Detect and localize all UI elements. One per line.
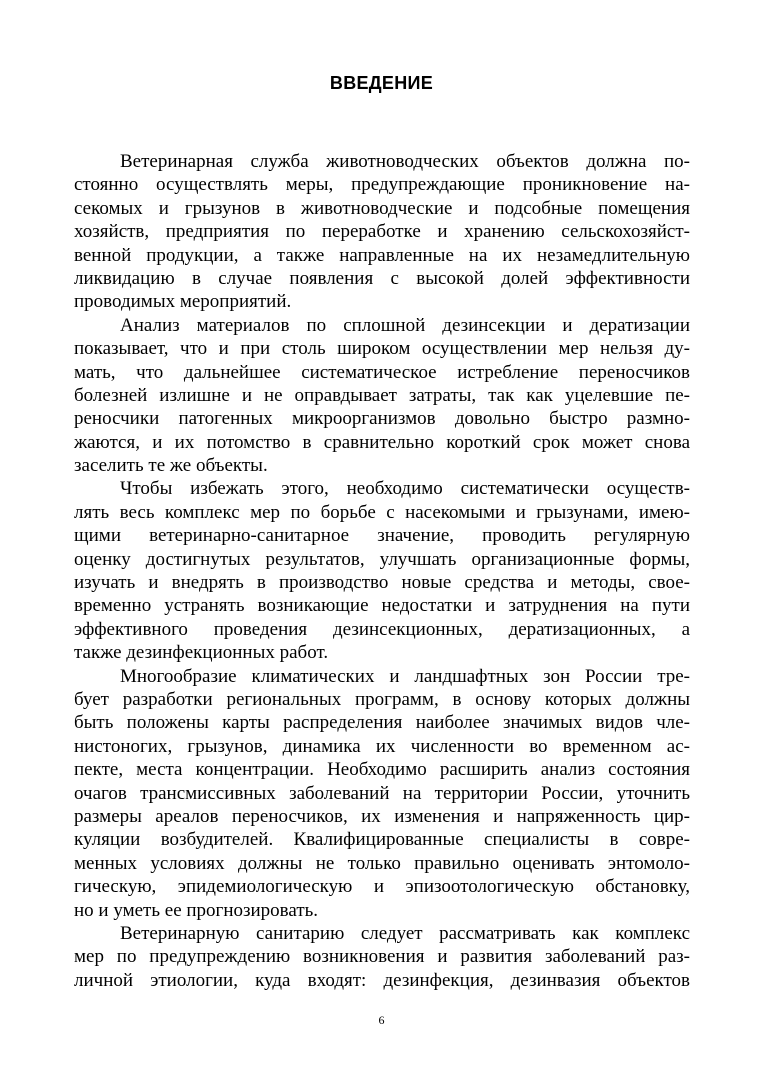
text-line: пекте, места концентрации. Необходимо расширить анализ состояния	[74, 759, 690, 781]
text-line: секомых и грызунов в животноводческие и подсобные помещения	[74, 197, 690, 219]
paragraph-1	[74, 150, 690, 314]
text-line: Ветеринарную санитарию следует рассматривать как комплекс	[120, 922, 690, 944]
text-line: нистоногих, грызунов, динамика их численности во временном ас-	[74, 735, 690, 757]
text-line: Ветеринарная служба животноводческих объектов должна по-	[120, 151, 690, 172]
text-line: проводимых мероприятий.	[74, 291, 292, 313]
paragraph-2	[74, 314, 690, 478]
text-line: болезней излишне и не оправдывает затраты, так как уцелевшие пе-	[74, 384, 690, 406]
text-line: хозяйств, предприятия по переработке и хранению сельскохозяйст-	[74, 221, 690, 243]
text-line: быть положены карты распределения наиболее значимых видов чле-	[74, 712, 690, 734]
text-line: размеры ареалов переносчиков, их изменения и напряженность цир-	[74, 805, 690, 827]
text-line: также дезинфекционных работ.	[74, 642, 329, 664]
text-line: но и уметь ее прогнозировать.	[74, 899, 319, 921]
body-text	[74, 150, 690, 992]
text-line: лять весь комплекс мер по борьбе с насекомыми и грызунами, имею-	[74, 501, 690, 523]
paragraph-4	[74, 665, 690, 922]
text-line: мать, что дальнейшее систематическое истребление переносчиков	[74, 361, 690, 383]
paragraph-3	[74, 477, 690, 664]
page-title: ВВЕДЕНИЕ	[329, 73, 434, 93]
text-line: куляции возбудителей. Квалифицированные специалисты в совре-	[74, 829, 690, 851]
text-line: ликвидацию в случае появления с высокой долей эффективности	[74, 267, 690, 289]
text-line: Чтобы избежать этого, необходимо систематически осуществ-	[120, 478, 690, 500]
page-number: 6	[378, 1013, 385, 1027]
text-line: менных условиях должны не только правильно оценивать энтомоло-	[74, 852, 690, 874]
text-line: личной этиологии, куда входят: дезинфекция, дезинвазия объектов	[74, 969, 690, 991]
text-line: мер по предупреждению возникновения и развития заболеваний раз-	[74, 946, 690, 968]
text-line: эффективного проведения дезинсекционных, дератизационных, а	[74, 618, 690, 640]
text-line: бует разработки региональных программ, в основу которых должны	[74, 688, 690, 710]
text-line: гическую, эпидемиологическую и эпизоотологическую обстановку,	[74, 876, 690, 898]
text-line: венной продукции, а также направленные на их незамедлительную	[74, 244, 690, 266]
text-line: щими ветеринарно-санитарное значение, проводить регулярную	[74, 525, 690, 547]
text-line: очагов трансмиссивных заболеваний на территории России, уточнить	[74, 782, 690, 804]
text-line: реносчики патогенных микроорганизмов довольно быстро размно-	[74, 408, 690, 430]
text-line: стоянно осуществлять меры, предупреждающие проникновение на-	[74, 174, 690, 196]
paragraph-5	[74, 922, 690, 992]
text-line: показывает, что и при столь широком осуществлении мер нельзя ду-	[74, 338, 690, 360]
text-line: временно устранять возникающие недостатки и затруднения на пути	[74, 595, 690, 617]
text-line: изучать и внедрять в производство новые средства и методы, свое-	[74, 572, 690, 594]
text-line: Многообразие климатических и ландшафтных зон России тре-	[120, 665, 690, 687]
text-line: жаются, и их потомство в сравнительно короткий срок может снова	[74, 431, 690, 453]
text-line: оценку достигнутых результатов, улучшать организационные формы,	[74, 548, 690, 570]
text-line: Анализ материалов по сплошной дезинсекции и дератизации	[120, 314, 690, 336]
text-line: заселить те же объекты.	[74, 455, 268, 477]
